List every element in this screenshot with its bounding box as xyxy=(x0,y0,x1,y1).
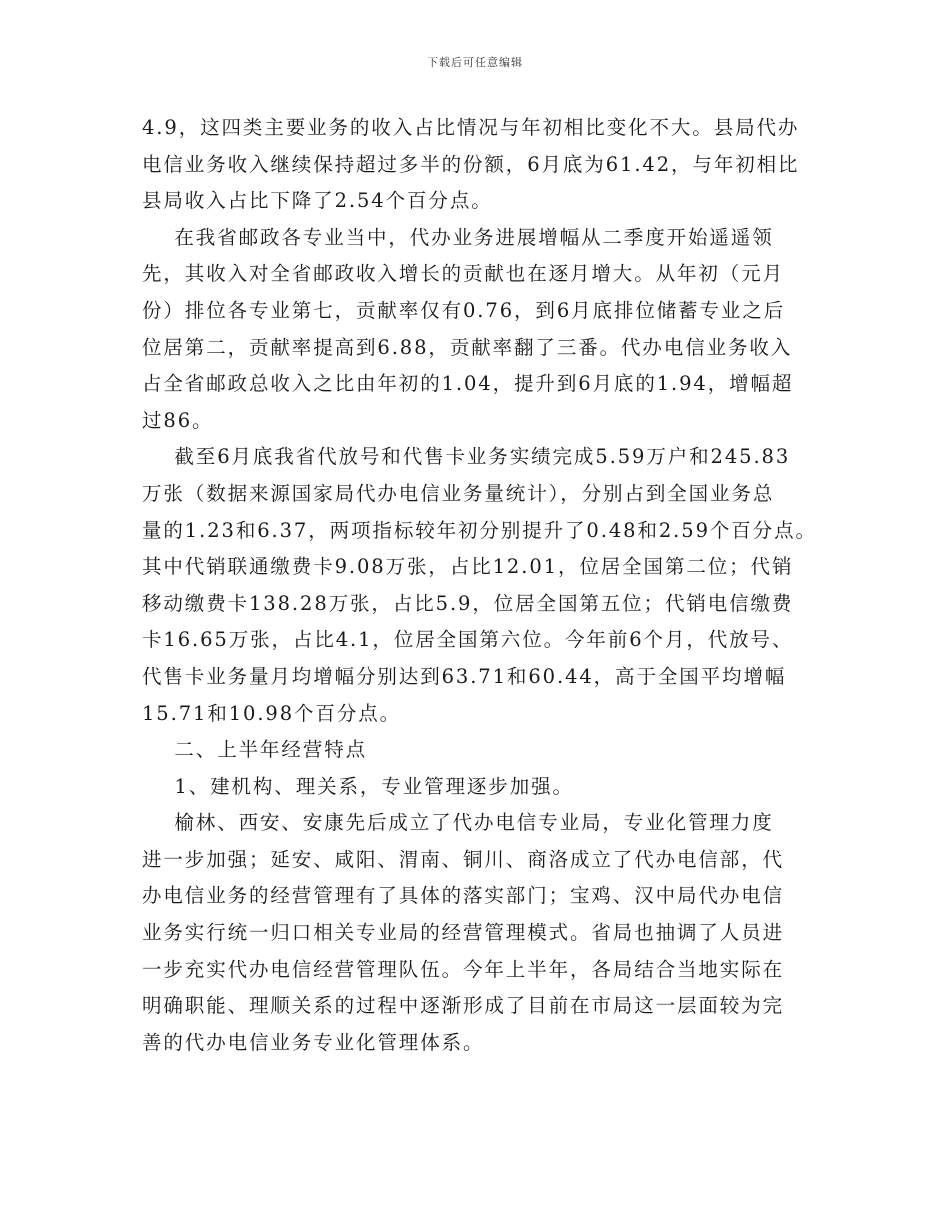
text-line: 移动缴费卡138.28万张，占比5.9，位居全国第五位；代销电信缴费 xyxy=(142,591,794,615)
text-line: 万张（数据来源国家局代办电信业务量统计），分别占到全国业务总 xyxy=(142,481,775,505)
text-line: 进一步加强；延安、咸阳、渭南、铜川、商洛成立了代办电信部，代 xyxy=(142,847,785,871)
text-line: 截至6月底我省代放号和代售卡业务实绩完成5.59万户和245.83 xyxy=(142,445,791,469)
text-line: 业务实行统一归口相关专业局的经营管理模式。省局也抽调了人员进 xyxy=(142,921,785,945)
text-line: 先，其收入对全省邮政收入增长的贡献也在逐月增大。从年初（元月 xyxy=(142,262,785,286)
text-line: 15.71和10.98个百分点。 xyxy=(142,701,402,725)
text-line: 一步充实代办电信经营管理队伍。今年上半年，各局结合当地实际在 xyxy=(142,957,785,981)
text-line: 4.9，这四类主要业务的收入占比情况与年初相比变化不大。县局代办 xyxy=(142,116,800,139)
page-header: 下载后可任意编辑 xyxy=(427,56,523,69)
text-line: 明确职能、理顺关系的过程中逐渐形成了目前在市局这一层面较为完 xyxy=(142,994,785,1018)
text-line: 县局收入占比下降了2.54个百分点。 xyxy=(142,189,493,213)
text-line: 占全省邮政总收入之比由年初的1.04，提升到6月底的1.94，增幅超 xyxy=(142,372,794,396)
text-line: 善的代办电信业务专业化管理体系。 xyxy=(142,1030,485,1054)
subsection-heading: 1、建机构、理关系，专业管理逐步加强。 xyxy=(142,774,574,798)
text-line: 位居第二，贡献率提高到6.88，贡献率翻了三番。代办电信业务收入 xyxy=(142,335,793,359)
section-heading: 二、上半年经营特点 xyxy=(142,738,367,762)
text-line: 榆林、西安、安康先后成立了代办电信专业局，专业化管理力度 xyxy=(142,811,774,835)
text-line: 电信业务收入继续保持超过多半的份额，6月底为61.42，与年初相比 xyxy=(142,152,800,176)
text-line: 办电信业务的经营管理有了具体的落实部门；宝鸡、汉中局代办电信 xyxy=(142,884,785,908)
text-line: 代售卡业务量月均增幅分别达到63.71和60.44，高于全国平均增幅 xyxy=(142,664,787,688)
text-line: 其中代销联通缴费卡9.08万张，占比12.01，位居全国第二位；代销 xyxy=(142,555,794,579)
text-line: 过86。 xyxy=(142,408,214,432)
text-line: 在我省邮政各专业当中，代办业务进展增幅从二季度开始遥遥领 xyxy=(142,225,774,249)
text-line: 卡16.65万张，占比4.1，位居全国第六位。今年前6个月，代放号、 xyxy=(142,628,794,652)
document-body xyxy=(142,110,822,1061)
text-line: 份）排位各专业第七，贡献率仅有0.76，到6月底排位储蓄专业之后 xyxy=(142,298,786,322)
text-line: 量的1.23和6.37，两项指标较年初分别提升了0.48和2.59个百分点。 xyxy=(142,518,817,542)
